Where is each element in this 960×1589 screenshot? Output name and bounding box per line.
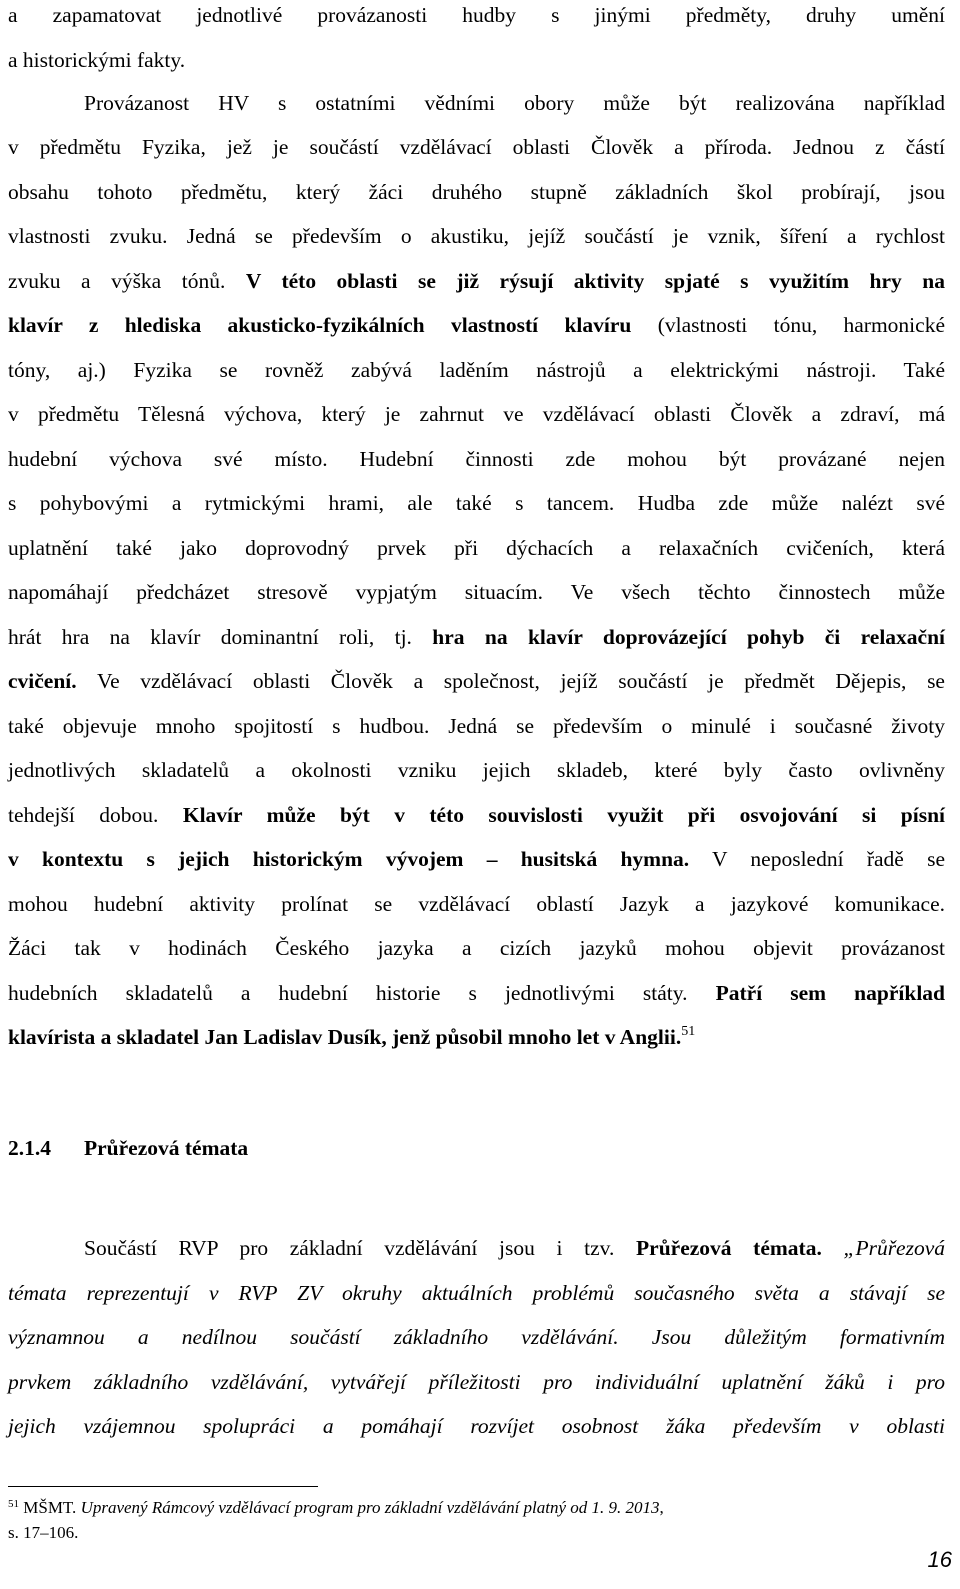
footnote-number: 51	[8, 1498, 19, 1510]
paragraph-first-line	[84, 88, 945, 118]
paragraph-line	[8, 221, 945, 251]
text-run: hudebních skladatelů a hudební historie s jednotlivými státy.	[8, 981, 688, 1005]
bold-run: Patří sem například	[715, 981, 945, 1005]
paragraph-line	[8, 0, 945, 30]
text-run: vlastnosti zvuku. Jedná se především o akustiku, jejíž součástí je vznik, šíření a rychlost	[8, 224, 945, 248]
text-run: s pohybovými a rytmickými hrami, ale také s tancem. Hudba zde může nalézt své	[8, 491, 945, 515]
bold-run: klavírista a skladatel Jan Ladislav Dusík, jenž působil mnoho let v Anglii.	[8, 1025, 682, 1049]
section-heading	[8, 1133, 248, 1163]
footnote-title: Upravený Rámcový vzdělávací program pro základní vzdělávání platný od 1. 9. 2013	[80, 1498, 660, 1517]
italic-run: významnou a nedílnou součástí základního vzdělávání. Jsou důležitým formativním	[8, 1325, 945, 1349]
bold-run: klavír z hlediska akusticko-fyzikálních vlastností klavíru	[8, 313, 632, 337]
bold-run: hra na klavír doprovázející pohyb či relaxační	[432, 625, 946, 649]
italic-run: témata reprezentují v RVP ZV okruhy aktuálních problémů současného světa a stávají se	[8, 1281, 945, 1305]
text-run: a zapamatovat jednotlivé provázanosti hudby s jinými předměty, druhy umění	[8, 3, 945, 27]
paragraph-line	[8, 1322, 945, 1352]
text-run: Provázanost HV s ostatními vědními obory může být realizována například	[84, 91, 945, 115]
paragraph-line	[8, 399, 945, 429]
footnote-pages: s. 17–106.	[8, 1523, 79, 1542]
paragraph-line	[8, 132, 945, 162]
paragraph-line	[8, 889, 945, 919]
paragraph-line	[8, 755, 945, 785]
bold-run: v kontextu s jejich historickým vývojem – husitská hymna.	[8, 847, 690, 871]
paragraph-line	[8, 1411, 945, 1441]
bold-run: cvičení.	[8, 669, 77, 693]
footnote	[8, 1496, 664, 1520]
paragraph-line	[8, 577, 945, 607]
text-run: Ve vzdělávací oblasti Člověk a společnost, jejíž součástí je předmět Dějepis, se	[96, 669, 945, 693]
text-run: Součástí RVP pro základní vzdělávání jsou i tzv.	[84, 1236, 615, 1260]
paragraph-line	[8, 177, 945, 207]
section-number: 2.1.4	[8, 1136, 51, 1160]
italic-run: prvkem základního vzdělávání, vytvářejí příležitosti pro individuální uplatnění žáků i pro	[8, 1370, 945, 1394]
text-run: uplatnění také jako doprovodný prvek při dýchacích a relaxačních cvičeních, která	[8, 536, 945, 560]
page-number: 16	[927, 1547, 952, 1572]
italic-run: jejich vzájemnou spolupráci a pomáhají rozvíjet osobnost žáka především v oblasti	[8, 1414, 945, 1438]
text-run: v předmětu Tělesná výchova, který je zahrnut ve vzdělávací oblasti Člověk a zdraví, má	[8, 402, 945, 426]
paragraph-line	[8, 1367, 945, 1397]
text-run: napomáhají předcházet stresově vypjatým situacím. Ve všech těchto činnostech může	[8, 580, 945, 604]
footnote-continuation	[8, 1521, 78, 1545]
text-run: hudební výchova své místo. Hudební činnosti zde mohou být provázané nejen	[8, 447, 945, 471]
bold-run: V této oblasti se již rýsují aktivity spjaté s využitím hry na	[245, 269, 946, 293]
paragraph-line	[8, 1022, 945, 1052]
paragraph-line	[8, 488, 945, 518]
paragraph-line	[8, 666, 945, 696]
text-run: Žáci tak v hodinách Českého jazyka a cizích jazyků mohou objevit provázanost	[8, 936, 945, 960]
paragraph-line	[8, 933, 945, 963]
paragraph-line	[8, 1278, 945, 1308]
text-run: jednotlivých skladatelů a okolnosti vzniku jejich skladeb, které byly často ovlivněny	[8, 758, 945, 782]
bold-run: Průřezová témata.	[636, 1236, 822, 1260]
paragraph-line	[8, 444, 945, 474]
text-run: hrát hra na klavír dominantní roli, tj.	[8, 625, 412, 649]
text-run: (vlastnosti tónu, harmonické	[657, 313, 945, 337]
bold-run: Klavír může být v této souvislosti využit při osvojování si písní	[182, 803, 946, 827]
text-run: v předmětu Fyzika, jež je součástí vzdělávací oblasti Člověk a příroda. Jednou z částí	[8, 135, 945, 159]
text-run: mohou hudební aktivity prolínat se vzdělávací oblastí Jazyk a jazykové komunikace.	[8, 892, 945, 916]
paragraph-line	[8, 45, 945, 75]
paragraph-line	[8, 533, 945, 563]
text-run: a historickými fakty.	[8, 48, 186, 72]
paragraph-line	[8, 266, 945, 296]
text-run: V neposlední řadě se	[712, 847, 945, 871]
footnote-reference[interactable]: 51	[681, 1024, 696, 1039]
footnote-divider	[8, 1486, 318, 1487]
italic-run: „Průřezová	[843, 1236, 946, 1260]
section-title: Průřezová témata	[84, 1136, 249, 1160]
paragraph-first-line	[84, 1233, 945, 1263]
footnote-punctuation: ,	[659, 1498, 664, 1517]
paragraph-line	[8, 622, 945, 652]
paragraph-line	[8, 978, 945, 1008]
text-run: obsahu tohoto předmětu, který žáci druhého stupně základních škol probírají, jsou	[8, 180, 945, 204]
text-run: také objevuje mnoho spojitostí s hudbou. Jedná se především o minulé i současné životy	[8, 714, 945, 738]
paragraph-line	[8, 711, 945, 741]
paragraph-line	[8, 800, 945, 830]
text-run: tehdejší dobou.	[8, 803, 159, 827]
paragraph-line	[8, 355, 945, 385]
paragraph-line	[8, 844, 945, 874]
text-run: tóny, aj.) Fyzika se rovněž zabývá laděním nástrojů a elektrickými nástroji. Také	[8, 358, 945, 382]
text-run: zvuku a výška tónů.	[8, 269, 226, 293]
paragraph-line	[8, 310, 945, 340]
footnote-author: MŠMT.	[23, 1498, 77, 1517]
